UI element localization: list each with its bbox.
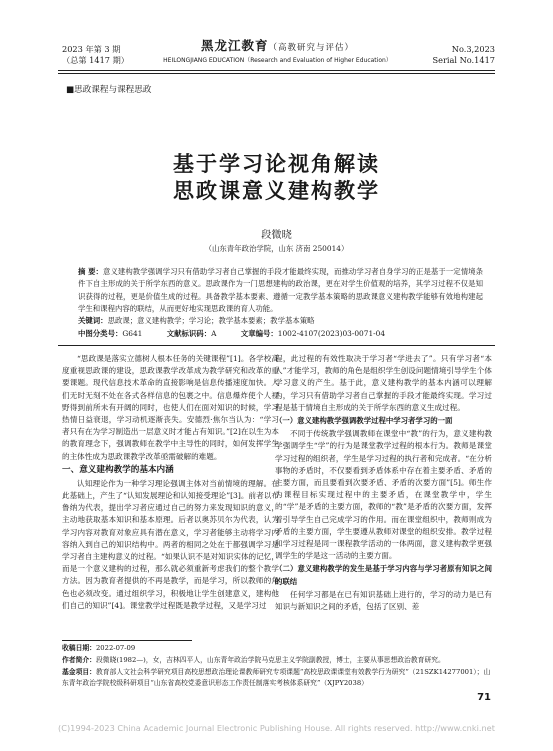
footnote-rule [62, 640, 192, 641]
paragraph: 任何学习都是在已有知识基础上进行的，学习的动力是已有知识与新知识之间的矛盾，包括了区别、差 [275, 589, 492, 612]
section-label: ■思政课程与课程思政 [66, 85, 152, 95]
article-title-line-2: 思政课意义建构教学 [173, 178, 380, 203]
clc-number: 中图分类号：G641 [78, 329, 143, 338]
journal-title: 黑龙江教育（高教研究与评估） [200, 38, 355, 53]
keywords [78, 315, 483, 326]
author-name: 段微晓 [261, 230, 292, 241]
keywords-text: 思政课；意义建构教学；学习论；教学基本要素；教学基本策略 [107, 316, 315, 325]
document-code: 文献标识码：A [166, 329, 217, 338]
abstract [78, 266, 483, 315]
journal-masthead [150, 38, 405, 65]
paragraph: “思政课是落实立德树人根本任务的关键课程”[1]。各学校高度重视思政课的建设，思政课教学改革成为教学研究和改革的重要课题。现代信息技术革命的直接影响是信息传播速度加快。人们无时无刻不处在各式各样信息的包裹之中。信息爆炸使个人视野得到前所未有开阔的同时，也使人们在面对知识的时候，学习热情日益衰退，学习动机逐渐丧失。安德烈·焦尔当认为：“学习者只有在为学习制造出一层意义时才能占有知识。”[2]在以生为本的教育理念下，强调教师在教学中主导性的同时，如何发挥学生的主体性成为思政课教学改革亟需破解的难题。 [62, 354, 279, 461]
body-column-right [275, 353, 492, 613]
article-title-line-1: 基于学习论视角解读 [173, 151, 380, 176]
cnki-watermark: (C)1994-2023 China Academic Journal Electronic Publishing House. All rights reserved. http://www.cnki.net [58, 723, 495, 733]
paragraph: 认知理论作为一种学习理论强调主体对当前情境的理解。在此基础上，产生了“认知发展理论和认知接受理论”[3]。前者以布鲁纳为代表，提出学习者应通过自己的努力来发现知识的意义，主动地获取基本知识和基本原理。后者以奥苏贝尔为代表，认为学习内容对教育对象应具有潜在意义，学习者能够主动将学习内容纳入到自己的知识结构中。两者的相同之处在于都强调学习是学习者自主建构意义的过程。“如果认识不是对知识实体的记忆，而是一个意义建构的过程，那么就必须重新考虑我们的整个教学方法。因为教育者提供的不再是教学，而是学习，所以教师的角色也必须改变。通过组织学习，积极地让学生创建意义，建构他们自己的知识”[4]。课堂教学过程既是教学过程，又是学习过 [62, 478, 279, 610]
abstract-label: 摘 要： [78, 267, 103, 276]
abstract-rule [58, 345, 495, 346]
footnote-author-bio: 作者简介：段微晓(1982—)，女，吉林四平人，山东青年政治学院马克思主义学院副教授，博士，主要从事思想政治教育研究。 [62, 656, 445, 664]
author-affiliation: （山东青年政治学院，山东 济南 250014） [204, 244, 349, 253]
footnote-funding: 基金项目：教育部人文社会科学研究项目高校思想政治理论课教师研究专项课题“高校思政课课堂有效教学行为研究”（21SZK14277001）；山东青年政治学院校级科研项目“山东省高校党委意识形态工作责任制落实考核体系研究”（XJPY2038） [62, 668, 491, 687]
footnote-received: 收稿日期：2022-07-09 [62, 644, 136, 652]
subsection-heading: （二）意义建构教学的发生是基于学习内容与学习者原有知识之间的联结 [275, 564, 492, 586]
header-issue-left [62, 44, 129, 66]
journal-english-title: HEILONGJIANG EDUCATION（Research and Evaluation of Higher Education） [163, 57, 392, 64]
header-issue-right [433, 44, 495, 66]
classification-ids [78, 328, 483, 339]
page-number: 71 [477, 692, 491, 703]
header-rule-thin [58, 73, 495, 74]
section-heading: 一、意义建构教学的基本内涵 [62, 464, 174, 475]
paragraph: 程，此过程的有效性取决于学习者“学进去了”。只有学习者“本人”才能学习，教师的角色是组织学生创设问题情境引导学生个体学习意义的产生。基于此，意义建构教学的基本内涵可以理解为，学习只有借助学习者自己掌握的手段才能最终实现。学习过程是基于情境自主形成的关于所学东西的意义生成过程。 [275, 354, 492, 412]
issue-number-en: No.3,2023 [451, 44, 495, 54]
total-issue: （总第 1417 期） [62, 55, 129, 65]
serial-number: Serial No.1417 [432, 55, 495, 65]
paragraph: 不同于传统教学强调教师在课堂中“教”的行为，意义建构教学强调学生“学”的行为是课堂教学过程的根本行为。教师是课堂学习过程的组织者，学生是学习过程的执行者和完成者。“在分析事物的矛盾时，不仅要看到矛盾体系中存在着主要矛盾、矛盾的主要方面，而且要看到次要矛盾、矛盾的次要方面”[5]。师生作为课程目标实现过程中的主要矛盾，在课堂教学中，学生的“学”是矛盾的主要方面，教师的“教”是矛盾的次要方面，发挥着引导学生自己完成学习的作用。而在课堂组织中，教师则成为矛盾的主要方面，学生要遵从教师对课堂的组织安排。教学过程和学习过程是同一课程教学活动的一体两面，意义建构教学更强调学生的学是这一活动的主要方面。 [275, 429, 492, 561]
keywords-label: 关键词： [78, 316, 108, 325]
body-column-left [62, 353, 279, 612]
subsection-heading: （一）意义建构教学强调教学过程中学习者学习的一面 [275, 416, 453, 426]
abstract-text: 意义建构教学强调学习只有借助学习者自己掌握的手段才能最终实现，而推动学习者自身学习的正是基于一定情境条件下自主形成的关于所学东西的意义。思政课作为一门思想建构的政治课，更在对学生价值观的培养，其学习过程不仅是知识获得的过程，更是价值生成的过程。具备教学基本要素、遵循一定教学基本策略的思政课意义建构教学能够有效地构建起学生和课程内容的联结，从而更好地实现思政课的育人功能。 [78, 267, 483, 313]
journal-subtitle: （高教研究与评估） [268, 43, 355, 53]
header-rule [58, 70, 495, 71]
article-number: 文章编号：1002-4107(2023)03-0071-04 [240, 329, 386, 338]
issue-number: 2023 年第 3 期 [62, 44, 121, 54]
